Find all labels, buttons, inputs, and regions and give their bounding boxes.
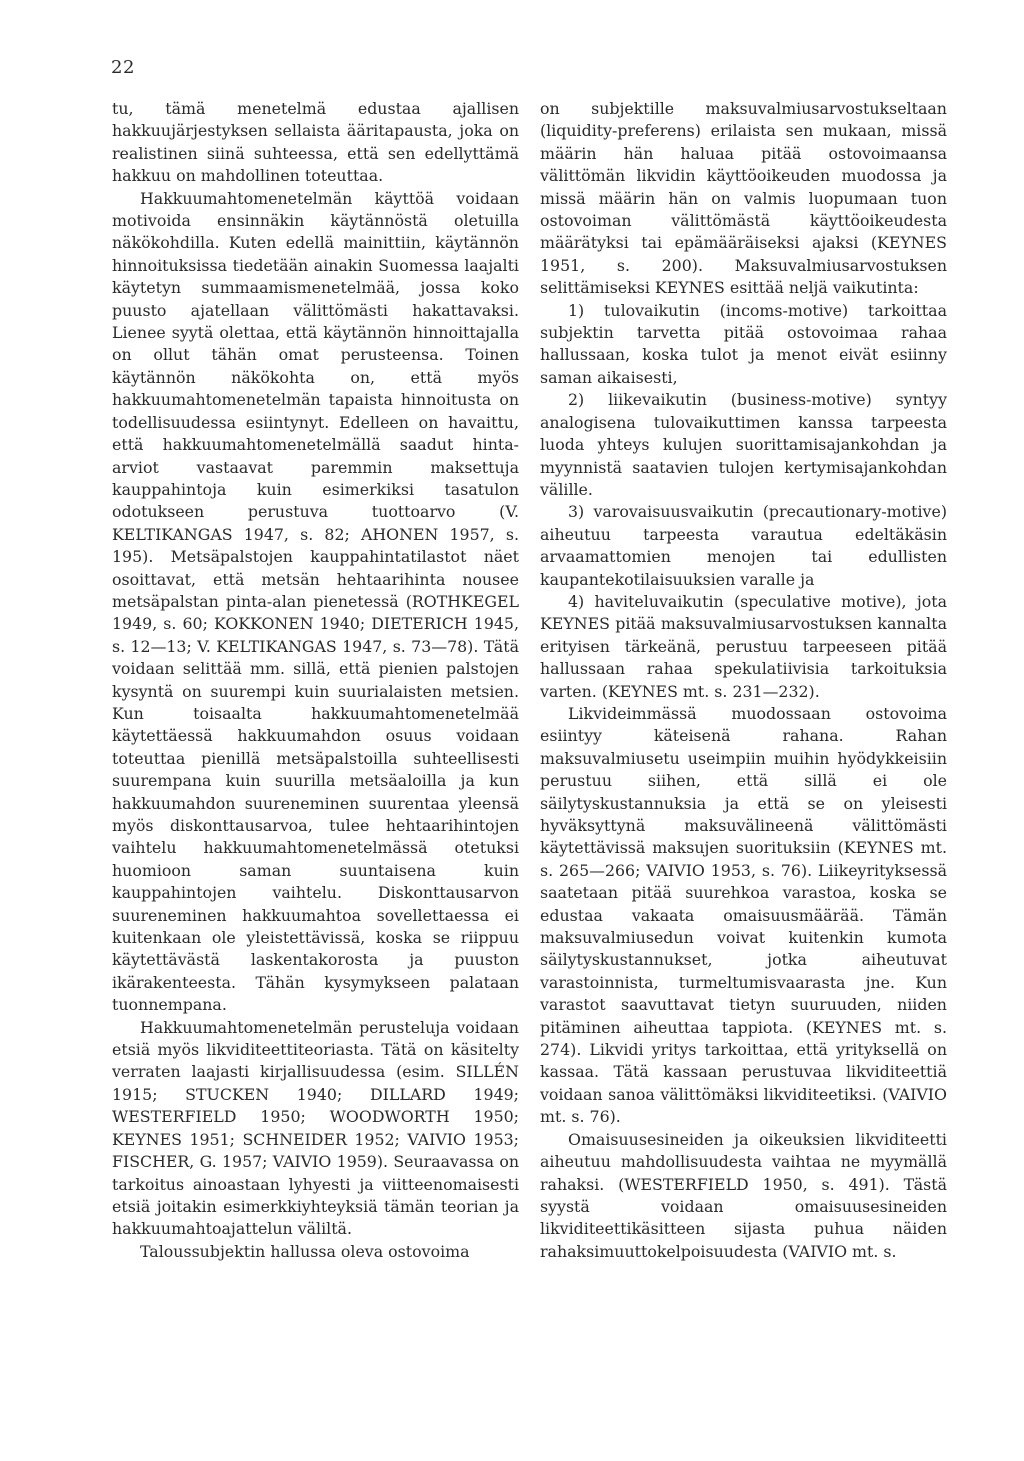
right-text-column xyxy=(540,98,947,1263)
paragraph: Hakkuumahtomenetelmän perusteluja voidaan etsiä myös likviditeettiteoriasta. Tätä on käsitelty verraten laajasti kirjallisuudessa (esim. SILLÉN 1915; STUCKEN 1940; DILLARD 1949; WESTERFIELD 1950; WOODWORTH 1950; KEYNES 1951; SCHNEIDER 1952; VAIVIO 1953; FISCHER, G. 1957; VAIVIO 1959). Seuraavassa on tarkoitus ainoastaan lyhyesti ja viitteenomaisesti etsiä joitakin esimerkkiyhteyksiä tämän teorian ja hakkuumahtoajattelun väliltä. xyxy=(112,1017,519,1239)
paragraph: Hakkuumahtomenetelmän käyttöä voidaan motivoida ensinnäkin käytännöstä oletuilla näkökohdilla. Kuten edellä mainittiin, käytännön hinnoituksissa tiedetään ainakin Suomessa laajalti käytetyn summaamismenetelmää, jossa koko puusto ajatellaan välittömästi hakattavaksi. Lienee syytä olettaa, että käytännön hinnoittajalla on ollut tähän omat perusteensa. Toinen käytännön näkökohta on, että myös hakkuumahtomenetelmän tapaista hinnoitusta on todellisuudessa esiintynyt. Edelleen on havaittu, että hakkuumahtomenetelmällä saadut hinta-arviot vastaavat paremmin maksettuja kauppahintoja kuin esimerkiksi tasatulon odotukseen perustuva tuottoarvo (V. KELTIKANGAS 1947, s. 82; AHONEN 1957, s. 195). Metsäpalstojen kauppahintatilastot näet osoittavat, että metsän hehtaarihinta nousee metsäpalstan pinta-alan pienetessä (ROTHKEGEL 1949, s. 60; KOKKONEN 1940; DIETERICH 1945, s. 12—13; V. KELTIKANGAS 1947, s. 73—78). Tätä voidaan selittää mm. sillä, että pienien palstojen kysyntä on suurempi kuin suurialaisten metsien. Kun toisaalta hakkuumahtomenetelmää käytettäessä hakkuumahdon osuus voidaan toteuttaa pienillä metsäpalstoilla suhteellisesti suurempana kuin suurilla metsäaloilla ja kun hakkuumahdon suureneminen suurentaa yleensä myös diskonttausarvoa, tulee hehtaarihintojen vaihtelu hakkuumahtomenetelmässä otetuksi huomioon saman suuntaisena kuin kauppahintojen vaihtelu. Diskonttausarvon suureneminen hakkuumahtoa sovellettaessa ei kuitenkaan ole yleistettävissä, koska se riippuu käytettävästä laskentakorosta ja puuston ikärakenteesta. Tähän kysymykseen palataan tuonnempana. xyxy=(112,188,519,1015)
list-item: 4) haviteluvaikutin (speculative motive), jota KEYNES pitää maksuvalmiusarvostuksen kannalta erityisen tärkeänä, perustuu tarpeeseen pitää hallussaan rahaa spekulatiivisia tarkoituksia varten. (KEYNES mt. s. 231—232). xyxy=(540,591,947,701)
list-item: 3) varovaisuusvaikutin (precautionary-motive) aiheutuu tarpeesta varautua edeltäkäsin arvaamattomien menojen tai edullisten kaupantekotilaisuuksien varalle ja xyxy=(540,502,947,589)
paragraph: Likvideimmässä muodossaan ostovoima esiintyy käteisenä rahana. Rahan maksuvalmiusetu useimpiin muihin hyödykkeisiin perustuu siihen, että sillä ei ole säilytyskustannuksia ja että se on yleisesti hyväksyttynä maksuvälineenä välittömästi käytettävissä maksujen suorituksiin (KEYNES mt. s. 265—266; VAIVIO 1953, s. 76). Liikeyrityksessä saatetaan pitää suurehkoa varastoa, koska se edustaa vakaata omaisuusmäärää. Tämän maksuvalmiusedun voivat kuitenkin kumota säilytyskustannukset, jotka aiheutuvat varastoinnista, turmeltumisvaarasta jne. Kun varastot saavuttavat tietyn suuruuden, niiden pitäminen aiheuttaa tappiota. (KEYNES mt. s. 274). Likvidi yritys tarkoittaa, että yrityksellä on kassaa. Tätä kassaan perustuvaa likviditeettiä voidaan sanoa välittömäksi likviditeetiksi. (VAIVIO mt. s. 76). xyxy=(540,703,947,1127)
paragraph: Taloussubjektin hallussa oleva ostovoima xyxy=(140,1241,470,1261)
list-item: 1) tulovaikutin (incoms-motive) tarkoittaa subjektin tarvetta pitää ostovoimaa rahaa hallussaan, koska tulot ja menot eivät esiinny saman aikaisesti, xyxy=(540,300,947,387)
list-item: 2) liikevaikutin (business-motive) syntyy analogisena tulovaikuttimen kanssa tarpeesta luoda yhteys kulujen suorittamisajankohdan ja myynnistä saatavien tulojen kertymisajankohdan välille. xyxy=(540,390,947,499)
paragraph: Omaisuusesineiden ja oikeuksien likviditeetti aiheutuu mahdollisuudesta vaihtaa ne myymällä rahaksi. (WESTERFIELD 1950, s. 491). Tästä syystä voidaan omaisuusesineiden likviditeettikäsitteen sijasta puhua näiden rahaksimuuttokelpoisuudesta (VAIVIO mt. s. xyxy=(540,1129,947,1261)
paragraph: tu, tämä menetelmä edustaa ajallisen hakkuujärjestyksen sellaista ääritapausta, joka on realistinen siinä suhteessa, että sen edellyttämä hakkuu on mahdollinen toteuttaa. xyxy=(112,99,519,186)
paragraph: on subjektille maksuvalmiusarvostukseltaan (liquidity-preferens) erilaista sen mukaan, missä määrin hän haluaa pitää ostovoimaansa välittömän likvidin käyttöoikeuden muodossa ja missä määrin hän on valmis luopumaan tuon ostovoiman välittömästä käyttöoikeudesta määrätyksi tai epämääräiseksi ajaksi (KEYNES 1951, s. 200). Maksuvalmiusarvostuksen selittämiseksi KEYNES esittää neljä vaikutinta: xyxy=(540,99,947,298)
left-text-column xyxy=(112,98,519,1263)
page-number: 22 xyxy=(111,57,135,78)
